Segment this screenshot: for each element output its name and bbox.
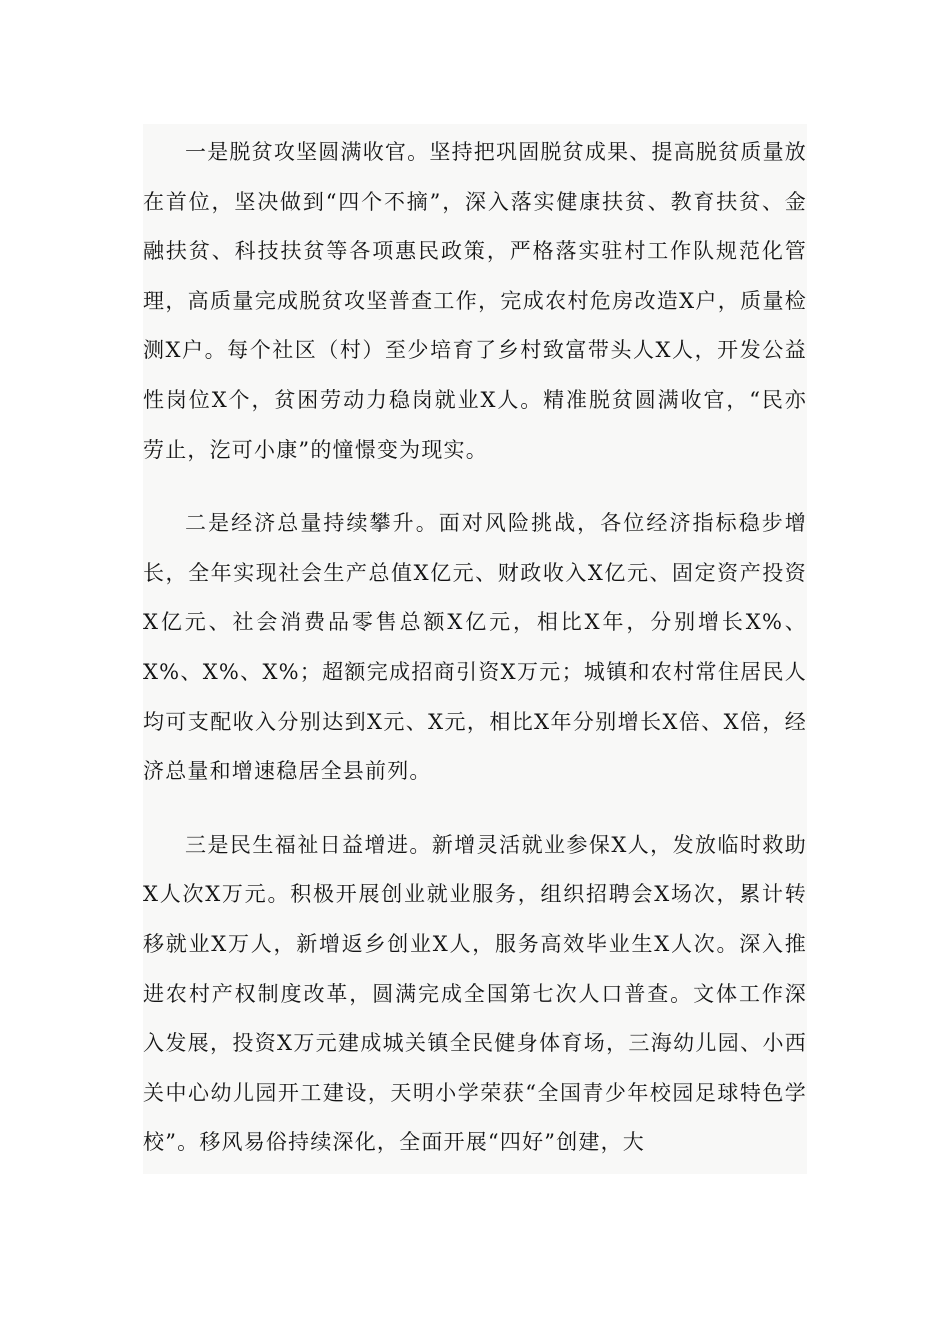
paragraph-spacer bbox=[143, 797, 807, 821]
paragraph-poverty-alleviation: 一是脱贫攻坚圆满收官。坚持把巩固脱贫成果、提高脱贫质量放在首位，坚决做到“四个不摘”，深入落实健康扶贫、教育扶贫、金融扶贫、科技扶贫等各项惠民政策，严格落实驻村工作队规范化管理，高质量完成脱贫攻坚普查工作，完成农村危房改造X户，质量检测X户。每个社区（村）至少培育了乡村致富带头人X人，开发公益性岗位X个，贫困劳动力稳岗就业X人。精准脱贫圆满收官，“民亦劳止，汔可小康”的憧憬变为现实。 bbox=[143, 140, 807, 462]
paragraph-livelihood: 三是民生福祉日益增进。新增灵活就业参保X人，发放临时救助X人次X万元。积极开展创业就业服务，组织招聘会X场次，累计转移就业X万人，新增返乡创业X人，服务高效毕业生X人次。深入推进农村产权制度改革，圆满完成全国第七次人口普查。文体工作深入发展，投资X万元建成城关镇全民健身体育场，三海幼儿园、小西关中心幼儿园开工建设，天明小学荣获“全国青少年校园足球特色学校”。移风易俗持续深化，全面开展“四好”创建，大 bbox=[143, 832, 807, 1155]
paragraph-spacer bbox=[143, 475, 807, 499]
document-body bbox=[143, 124, 807, 1174]
paragraph-economic-growth: 二是经济总量持续攀升。面对风险挑战，各位经济指标稳步增长，全年实现社会生产总值X亿元、财政收入X亿元、固定资产投资X亿元、社会消费品零售总额X亿元，相比X年，分别增长X%、X%、X%、X%；超额完成招商引资X万元；城镇和农村常住居民人均可支配收入分别达到X元、X元，相比X年分别增长X倍、X倍，经济总量和增速稳居全县前列。 bbox=[143, 511, 807, 784]
